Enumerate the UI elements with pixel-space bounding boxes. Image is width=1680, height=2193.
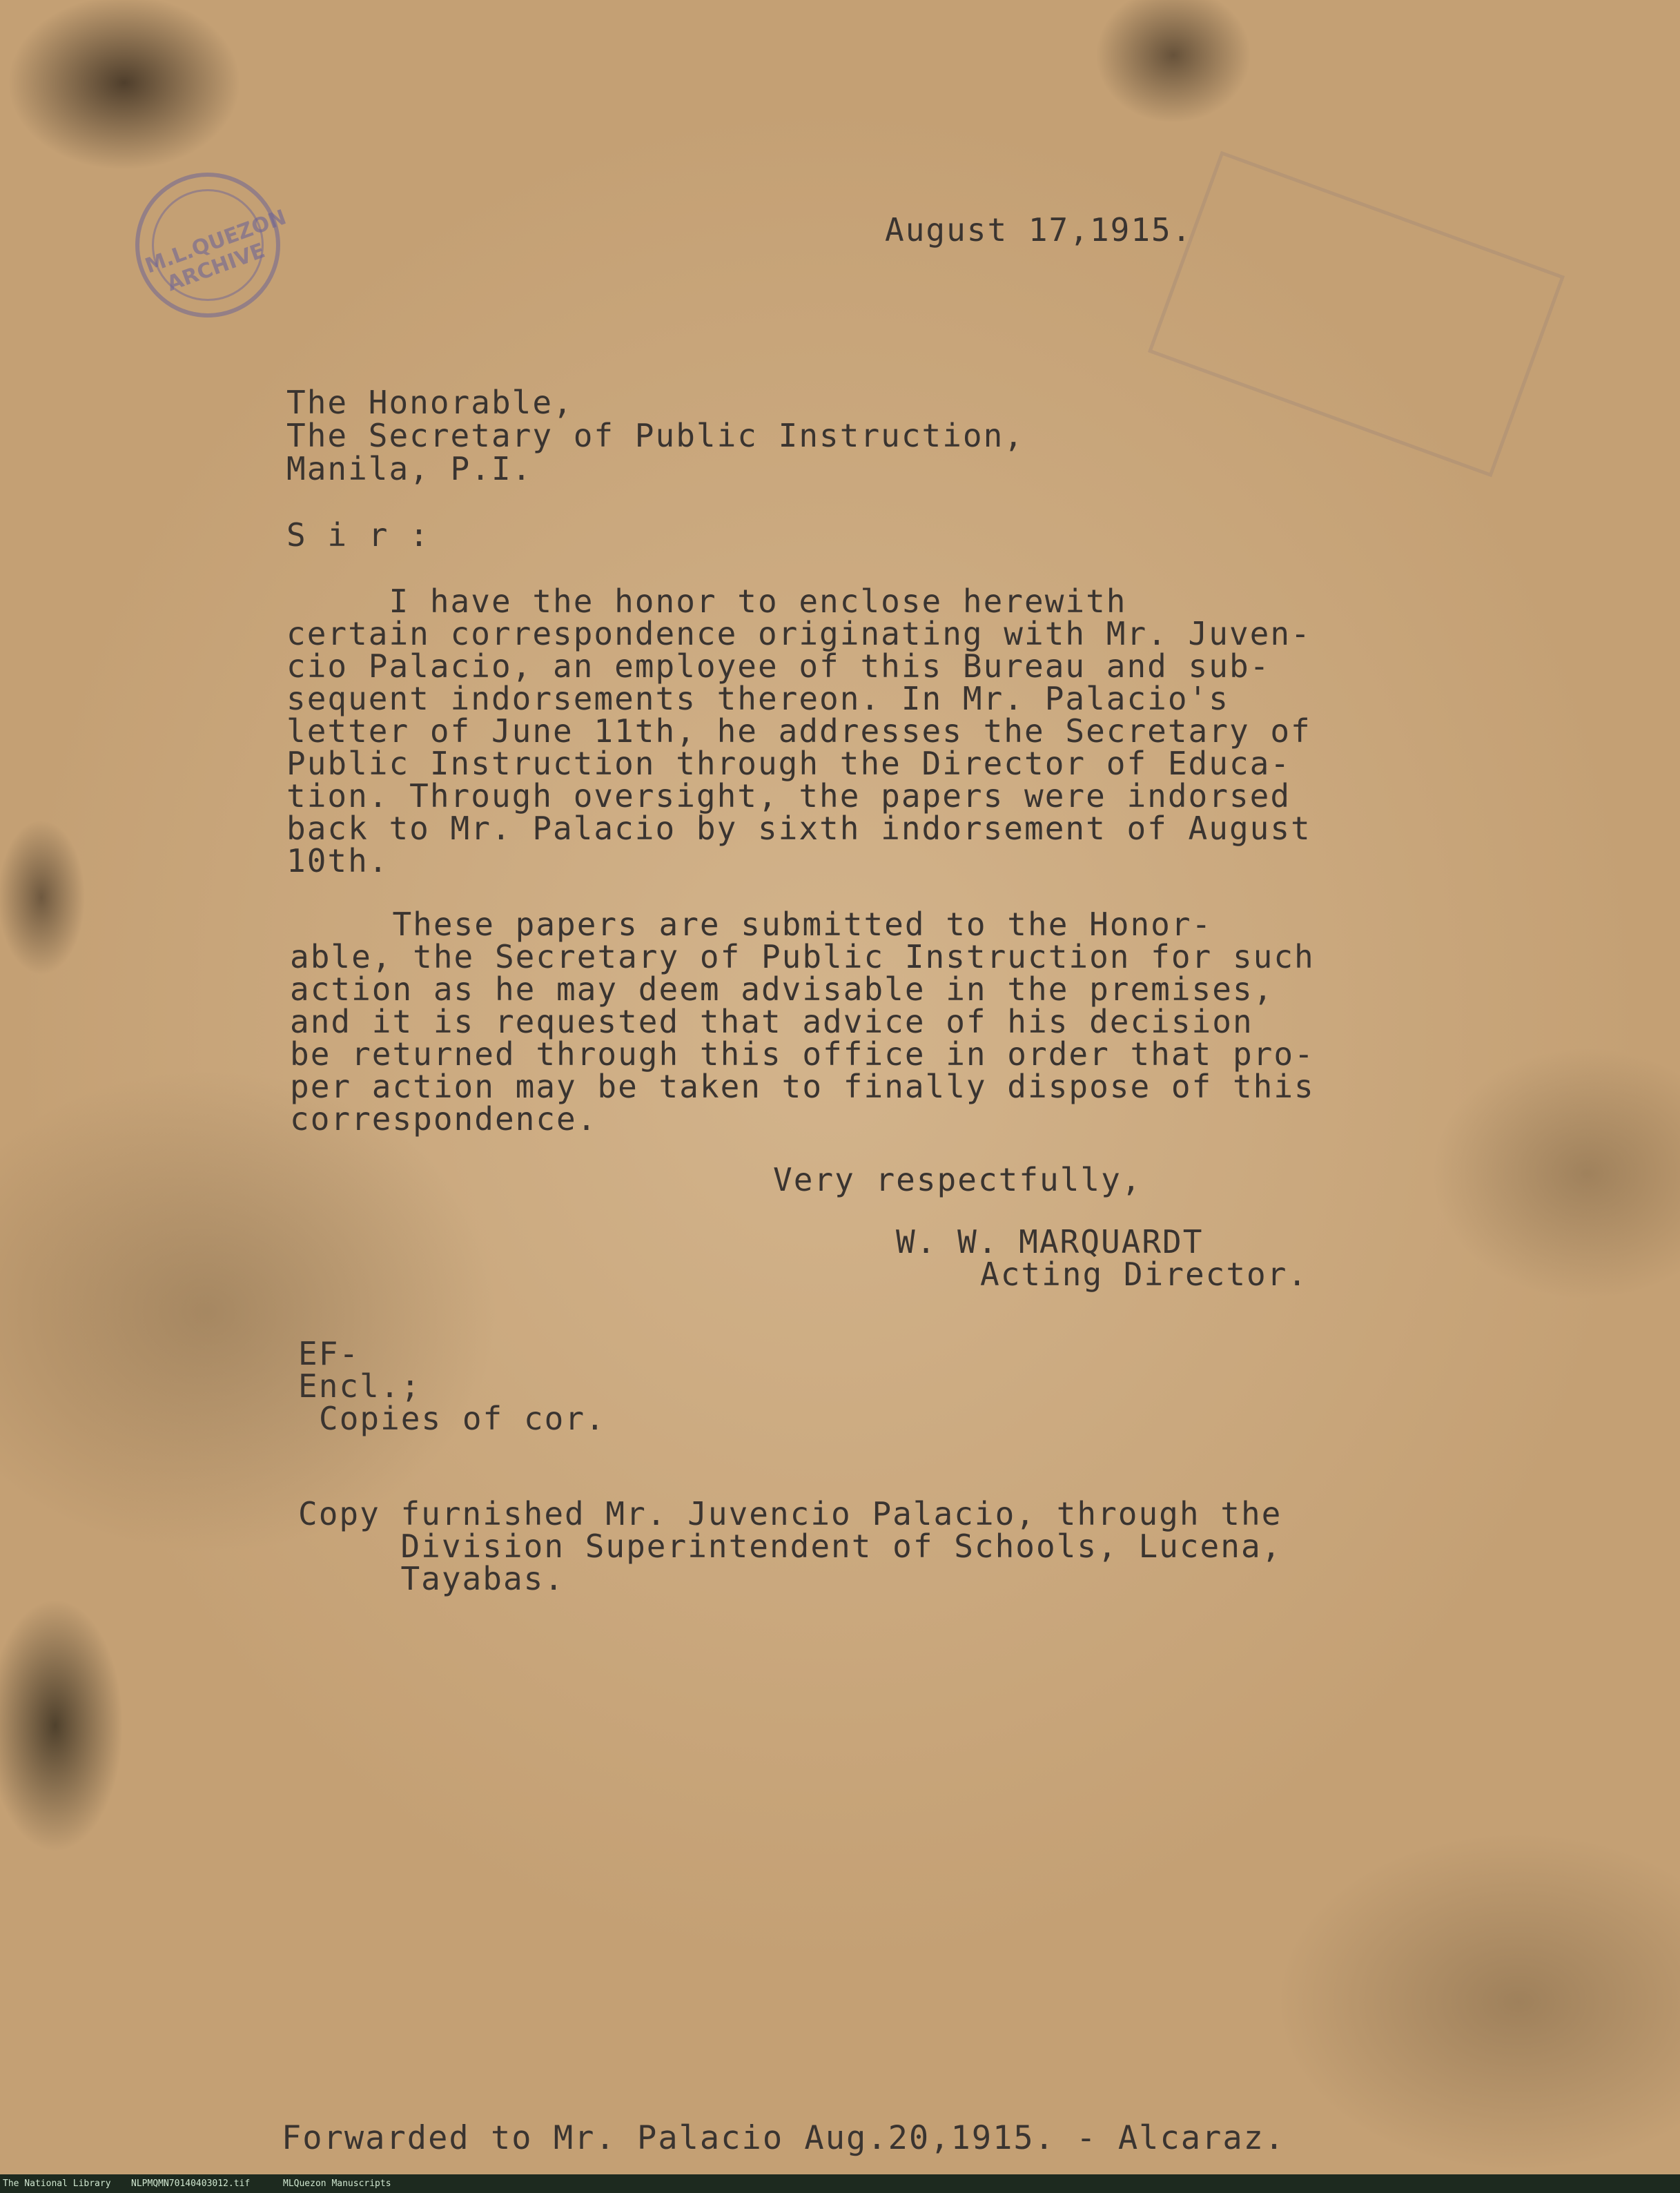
archive-stamp (135, 173, 290, 318)
paragraph-2-line: able, the Secretary of Public Instruction for such (290, 938, 1315, 975)
copy-furnished-line: Copy furnished Mr. Juvencio Palacio, through the (298, 1495, 1282, 1532)
paragraph-1-line: cio Palacio, an employee of this Bureau and sub- (286, 647, 1271, 685)
complimentary-close: Very respectfully, (773, 1161, 1142, 1198)
paragraph-1-line: letter of June 11th, he addresses the Secretary of (286, 712, 1311, 750)
paragraph-2-line: correspondence. (290, 1100, 598, 1138)
paragraph-2-line: action as he may deem advisable in the premises, (290, 971, 1274, 1008)
paragraph-1-line: back to Mr. Palacio by sixth indorsement of August (286, 810, 1311, 847)
paragraph-2-line: and it is requested that advice of his decision (290, 1003, 1253, 1040)
paragraph-1-line: tion. Through oversight, the papers were indorsed (286, 777, 1291, 815)
typist-initials: EF- (298, 1335, 360, 1372)
paragraph-1-line: I have the honor to enclose herewith (286, 583, 1127, 620)
paragraph-2-line: These papers are submitted to the Honor- (290, 906, 1213, 943)
paragraph-1-line: 10th. (286, 842, 389, 879)
footer-collection: MLQuezon Manuscripts (283, 2179, 391, 2189)
inside-address-line-1: The Honorable, (286, 384, 574, 421)
paragraph-1-line: Public Instruction through the Director of Educa- (286, 745, 1291, 782)
enclosure-label: Encl.; (298, 1367, 422, 1405)
faint-stamp (1148, 151, 1565, 478)
inside-address-line-2: The Secretary of Public Instruction, (286, 417, 1024, 454)
letter-date: August 17,1915. (885, 211, 1193, 248)
paragraph-1-line: certain correspondence originating with Mr. Juven- (286, 615, 1311, 652)
inside-address-line-3: Manila, P.I. (286, 450, 533, 487)
copy-furnished-line: Division Superintendent of Schools, Lucena, (298, 1528, 1282, 1565)
copy-furnished-line: Tayabas. (298, 1560, 565, 1597)
enclosure-item: Copies of cor. (319, 1400, 606, 1437)
forwarded-note: Forwarded to Mr. Palacio Aug.20,1915. - Alcaraz. (282, 2119, 1286, 2157)
scan-footer-bar (0, 2174, 1680, 2193)
paragraph-1-line: sequent indorsements thereon. In Mr. Palacio's (286, 680, 1229, 717)
signer-title: Acting Director. (980, 1256, 1309, 1293)
salutation: S i r : (286, 516, 430, 554)
paragraph-2-line: be returned through this office in order that pro- (290, 1035, 1315, 1073)
paragraph-2-line: per action may be taken to finally dispose of this (290, 1068, 1315, 1105)
signer-name: W. W. MARQUARDT (896, 1223, 1204, 1260)
stamp-text: M.L.QUEZON ARCHIVE (141, 205, 290, 297)
footer-filename: NLPMQMN70140403012.tif (131, 2179, 251, 2189)
footer-library: The National Library (3, 2179, 111, 2189)
